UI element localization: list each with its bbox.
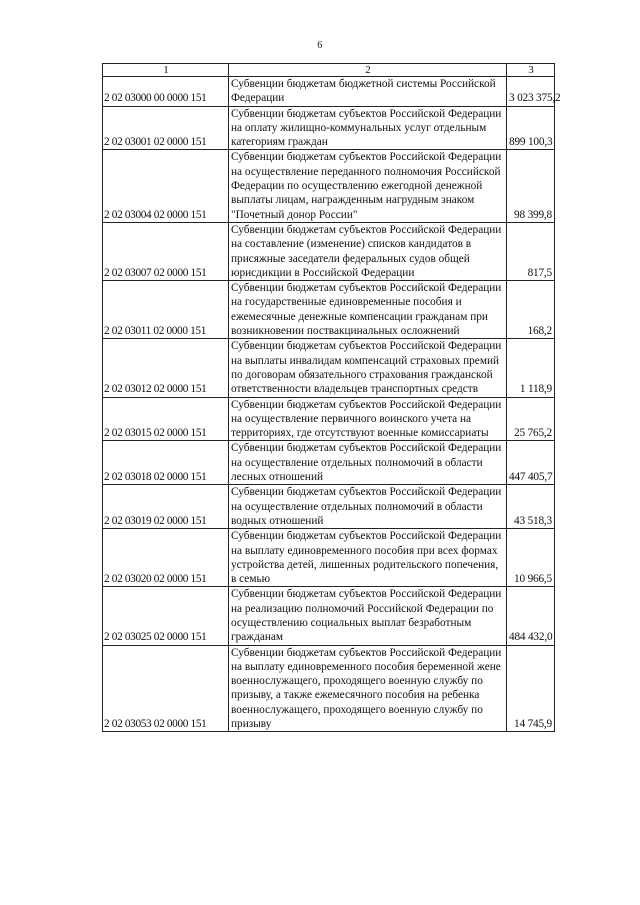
row-description: Субвенции бюджетам субъектов Российской Федерации на государственные единовременные пособия и ежемесячные денежные компенсации гражданам при возникновении поствакцинальных осложнений xyxy=(229,281,507,339)
row-description: Субвенции бюджетам субъектов Российской Федерации на осуществление переданного полномочия Российской Федерации по осуществлению ежегодной денежной выплаты лицам, награжденным нагрудным знаком "Почетный донор России" xyxy=(229,150,507,222)
row-amount: 168,2 xyxy=(507,281,555,339)
budget-code: 2 02 03053 02 0000 151 xyxy=(103,645,229,732)
table-row xyxy=(103,222,555,280)
table-row xyxy=(103,441,555,485)
budget-code: 2 02 03025 02 0000 151 xyxy=(103,587,229,645)
budget-code: 2 02 03019 02 0000 151 xyxy=(103,485,229,529)
row-description: Субвенции бюджетам субъектов Российской Федерации на реализацию полномочий Российской Федерации по осуществлению социальных выплат безработным гражданам xyxy=(229,587,507,645)
row-amount: 1 118,9 xyxy=(507,339,555,397)
budget-code: 2 02 03020 02 0000 151 xyxy=(103,529,229,587)
row-amount: 98 399,8 xyxy=(507,150,555,222)
row-description: Субвенции бюджетам бюджетной системы Российской Федерации xyxy=(229,77,507,107)
page-number: 6 xyxy=(317,40,323,51)
row-description: Субвенции бюджетам субъектов Российской Федерации на оплату жилищно-коммунальных услуг отдельным категориям граждан xyxy=(229,106,507,150)
table-row xyxy=(103,150,555,222)
table-row xyxy=(103,397,555,441)
table-row xyxy=(103,77,555,107)
row-amount: 43 518,3 xyxy=(507,485,555,529)
budget-code: 2 02 03018 02 0000 151 xyxy=(103,441,229,485)
header-col-1: 1 xyxy=(103,64,229,77)
row-amount: 484 432,0 xyxy=(507,587,555,645)
row-description: Субвенции бюджетам субъектов Российской Федерации на выплату единовременного пособия беременной жене военнослужащего, проходящего военную службу по призыву, а также ежемесячного пособия на ребенка военнослужащего, проходящего военную службу по призыву xyxy=(229,645,507,732)
row-description: Субвенции бюджетам субъектов Российской Федерации на осуществление первичного воинского учета на территориях, где отсутствуют военные комиссариаты xyxy=(229,397,507,441)
table-row xyxy=(103,106,555,150)
table-row xyxy=(103,281,555,339)
table-row xyxy=(103,339,555,397)
row-description: Субвенции бюджетам субъектов Российской Федерации на выплату единовременного пособия при всех формах устройства детей, лишенных родительского попечения, в семью xyxy=(229,529,507,587)
table-row xyxy=(103,485,555,529)
row-amount: 14 745,9 xyxy=(507,645,555,732)
budget-code: 2 02 03004 02 0000 151 xyxy=(103,150,229,222)
header-col-2: 2 xyxy=(229,64,507,77)
budget-code: 2 02 03000 00 0000 151 xyxy=(103,77,229,107)
row-amount: 817,5 xyxy=(507,222,555,280)
table-row xyxy=(103,529,555,587)
budget-code: 2 02 03012 02 0000 151 xyxy=(103,339,229,397)
budget-subventions-table xyxy=(102,63,561,732)
row-description: Субвенции бюджетам субъектов Российской Федерации на выплаты инвалидам компенсаций страховых премий по договорам обязательного страхования гражданской ответственности владельцев транспортных средств xyxy=(229,339,507,397)
row-description: Субвенции бюджетам субъектов Российской Федерации на осуществление отдельных полномочий в области водных отношений xyxy=(229,485,507,529)
budget-code: 2 02 03001 02 0000 151 xyxy=(103,106,229,150)
row-amount: 899 100,3 xyxy=(507,106,555,150)
row-description: Субвенции бюджетам субъектов Российской Федерации на осуществление отдельных полномочий в области лесных отношений xyxy=(229,441,507,485)
table-row xyxy=(103,587,555,645)
header-col-3: 3 xyxy=(507,64,555,77)
budget-code: 2 02 03007 02 0000 151 xyxy=(103,222,229,280)
budget-code: 2 02 03015 02 0000 151 xyxy=(103,397,229,441)
row-amount: 447 405,7 xyxy=(507,441,555,485)
row-amount: 3 023 375,2 xyxy=(507,77,555,107)
budget-code: 2 02 03011 02 0000 151 xyxy=(103,281,229,339)
table-row xyxy=(103,645,555,732)
row-amount: 25 765,2 xyxy=(507,397,555,441)
header-row xyxy=(103,64,555,77)
row-amount: 10 966,5 xyxy=(507,529,555,587)
row-description: Субвенции бюджетам субъектов Российской Федерации на составление (изменение) списков кандидатов в присяжные заседатели федеральных судов общей юрисдикции в Российской Федерации xyxy=(229,222,507,280)
